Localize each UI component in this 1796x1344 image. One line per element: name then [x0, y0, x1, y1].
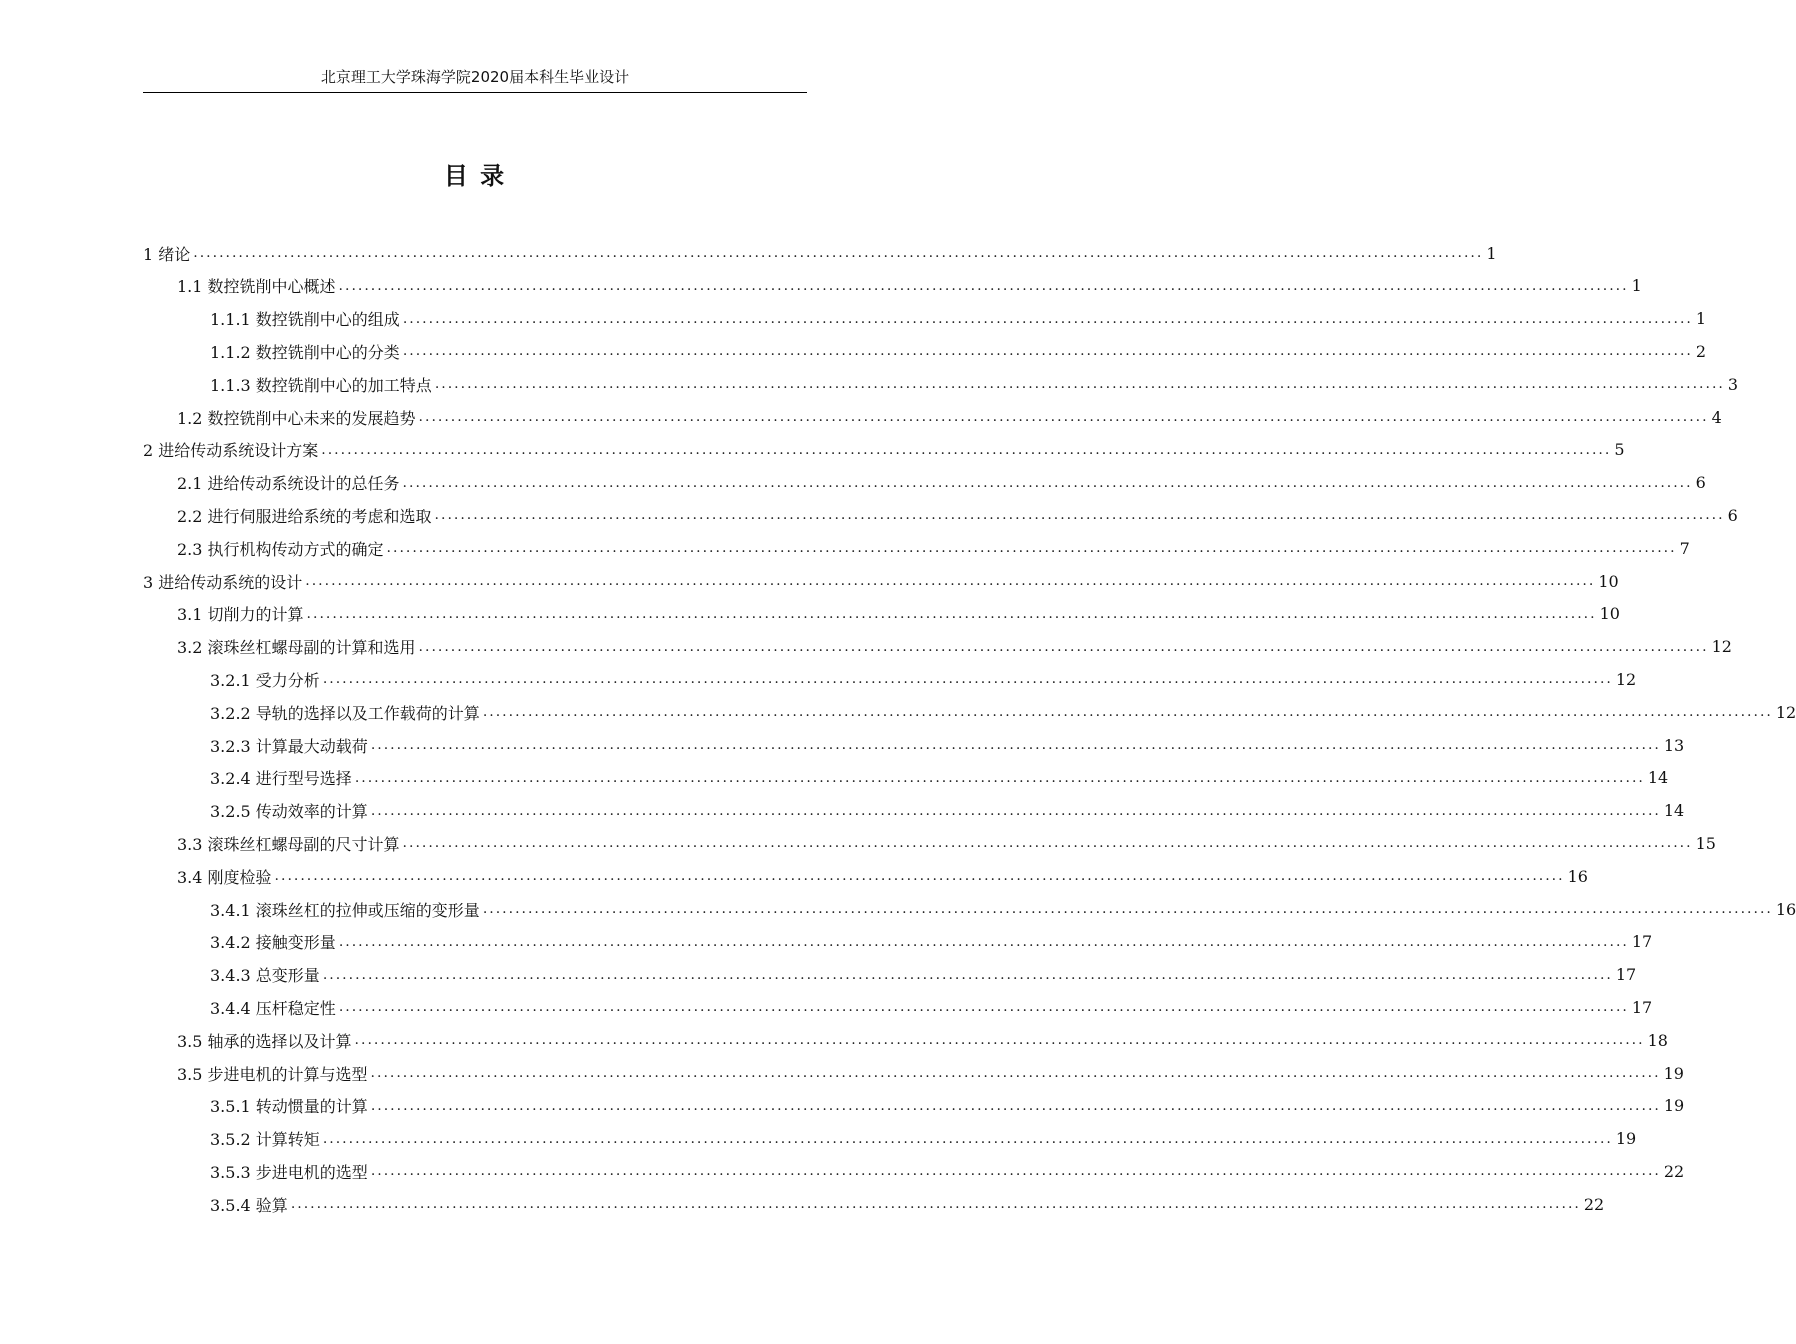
- toc-entry-title: 3.4 刚度检验: [177, 867, 272, 887]
- toc-entry-level-3[interactable]: [210, 335, 1707, 367]
- toc-entry-level-2[interactable]: [177, 401, 1722, 433]
- toc-entry-title: 3.4.3 总变形量: [210, 966, 320, 986]
- toc-leader-dots: ........................................................................................................................................................................................................: [418, 638, 1709, 655]
- toc-entry-level-1[interactable]: [143, 434, 1625, 466]
- toc-entry-page: 19: [1663, 1063, 1684, 1083]
- toc-entry-title: 3.4.2 接触变形量: [210, 933, 336, 953]
- toc-leader-dots: ........................................................................................................................................................................................................: [402, 343, 1693, 360]
- toc-entry-page: 16: [1775, 899, 1796, 919]
- toc-entry-page: 19: [1615, 1129, 1637, 1149]
- toc-entry-title: 1.1.2 数控铣削中心的分类: [210, 342, 400, 362]
- toc-entry-page: 16: [1567, 866, 1588, 886]
- toc-leader-dots: ........................................................................................................................................................................................................: [290, 1196, 1581, 1213]
- toc-entry-level-3[interactable]: [210, 959, 1637, 991]
- toc-leader-dots: ........................................................................................................................................................................................................: [402, 474, 1693, 491]
- toc-entry-page: 5: [1614, 440, 1625, 460]
- toc-entry-title: 3.2.4 进行型号选择: [210, 769, 352, 789]
- toc-entry-title: 3.2.2 导轨的选择以及工作载荷的计算: [210, 703, 480, 723]
- toc-entry-page: 4: [1711, 407, 1722, 427]
- toc-leader-dots: ........................................................................................................................................................................................................: [305, 573, 1596, 589]
- toc-entry-title: 3.5 步进电机的计算与选型: [177, 1064, 368, 1084]
- toc-entry-title: 1.1 数控铣削中心概述: [177, 277, 336, 297]
- toc-entry-title: 1.1.3 数控铣削中心的加工特点: [210, 375, 432, 395]
- toc-entry-level-2[interactable]: [177, 860, 1588, 892]
- toc-entry-title: 3.4.4 压杆稳定性: [210, 998, 336, 1018]
- toc-entry-page: 12: [1775, 702, 1796, 722]
- toc-leader-dots: ........................................................................................................................................................................................................: [354, 769, 1645, 786]
- toc-leader-dots: ........................................................................................................................................................................................................: [434, 507, 1725, 524]
- toc-leader-dots: ........................................................................................................................................................................................................: [482, 704, 1773, 721]
- toc-entry-title: 3.2 滚珠丝杠螺母副的计算和选用: [177, 638, 416, 658]
- toc-entry-page: 22: [1663, 1161, 1685, 1181]
- toc-entry-title: 3.2.5 传动效率的计算: [210, 802, 368, 822]
- toc-entry-level-3[interactable]: [210, 1155, 1685, 1187]
- toc-entry-page: 12: [1711, 637, 1732, 657]
- toc-entry-title: 2.2 进行伺服进给系统的考虑和选取: [177, 506, 432, 526]
- toc-leader-dots: ........................................................................................................................................................................................................: [370, 1163, 1661, 1180]
- toc-entry-title: 1.2 数控铣削中心未来的发展趋势: [177, 408, 416, 428]
- toc-entry-level-3[interactable]: [210, 663, 1637, 695]
- toc-entry-page: 17: [1631, 932, 1653, 952]
- toc-entry-page: 1: [1486, 243, 1497, 263]
- toc-entry-level-3[interactable]: [210, 1188, 1605, 1220]
- toc-entry-title: 2.1 进给传动系统设计的总任务: [177, 474, 400, 494]
- toc-entry-level-2[interactable]: [177, 499, 1738, 531]
- toc-entry-title: 3 进给传动系统的设计: [143, 572, 303, 592]
- toc-leader-dots: ........................................................................................................................................................................................................: [338, 999, 1629, 1016]
- toc-entry-level-2[interactable]: [177, 598, 1620, 630]
- toc-entry-title: 3.3 滚珠丝杠螺母副的尺寸计算: [177, 834, 400, 854]
- toc-entry-level-3[interactable]: [210, 1123, 1637, 1155]
- toc-entry-page: 17: [1615, 965, 1637, 985]
- toc-entry-level-3[interactable]: [210, 696, 1796, 728]
- toc-leader-dots: ........................................................................................................................................................................................................: [434, 376, 1725, 393]
- toc-entry-level-3[interactable]: [210, 762, 1669, 794]
- toc-entry-page: 7: [1679, 538, 1690, 558]
- toc-entry-level-3[interactable]: [210, 368, 1739, 400]
- toc-entry-page: 13: [1663, 735, 1685, 755]
- toc-leader-dots: ........................................................................................................................................................................................................: [322, 671, 1613, 688]
- toc-entry-page: 6: [1695, 473, 1706, 493]
- toc-leader-dots: ........................................................................................................................................................................................................: [274, 868, 1565, 885]
- toc-leader-dots: ........................................................................................................................................................................................................: [402, 310, 1693, 327]
- toc-entry-level-3[interactable]: [210, 893, 1796, 925]
- toc-entry-level-3[interactable]: [210, 1090, 1685, 1122]
- toc-entry-title: 3.5 轴承的选择以及计算: [177, 1031, 352, 1051]
- toc-entry-page: 22: [1583, 1194, 1605, 1214]
- toc-leader-dots: ........................................................................................................................................................................................................: [386, 540, 1677, 557]
- toc-entry-title: 3.5.3 步进电机的选型: [210, 1162, 368, 1182]
- toc-entry-page: 3: [1727, 374, 1739, 394]
- toc-leader-dots: ........................................................................................................................................................................................................: [370, 802, 1661, 819]
- toc-entry-title: 3.5.2 计算转矩: [210, 1130, 320, 1150]
- toc-entry-title: 3.1 切削力的计算: [177, 605, 304, 625]
- toc-entry-page: 15: [1695, 833, 1716, 853]
- toc-entry-title: 3.5.4 验算: [210, 1195, 288, 1215]
- toc-entry-level-2[interactable]: [177, 532, 1690, 564]
- toc-leader-dots: ........................................................................................................................................................................................................: [193, 245, 1484, 261]
- toc-leader-dots: ........................................................................................................................................................................................................: [370, 737, 1661, 753]
- toc-entry-level-1[interactable]: [143, 565, 1619, 597]
- toc-entry-page: 12: [1615, 669, 1637, 689]
- toc-entry-page: 18: [1647, 1030, 1668, 1050]
- toc-entry-page: 14: [1647, 768, 1669, 788]
- toc-leader-dots: ........................................................................................................................................................................................................: [322, 1130, 1613, 1147]
- toc-entry-level-1[interactable]: [143, 237, 1497, 269]
- toc-entry-title: 3.4.1 滚珠丝杠的拉伸或压缩的变形量: [210, 900, 480, 920]
- toc-entry-page: 10: [1599, 604, 1620, 624]
- toc-leader-dots: ........................................................................................................................................................................................................: [322, 966, 1613, 983]
- toc-entry-title: 1.1.1 数控铣削中心的组成: [210, 310, 400, 330]
- toc-entry-level-2[interactable]: [177, 631, 1732, 663]
- toc-entry-page: 2: [1695, 341, 1707, 361]
- toc-entry-title: 3.5.1 转动惯量的计算: [210, 1097, 368, 1117]
- toc-entry-level-2[interactable]: [177, 1024, 1668, 1056]
- toc-leader-dots: ........................................................................................................................................................................................................: [338, 277, 1629, 294]
- toc-entry-level-3[interactable]: [210, 303, 1707, 335]
- toc-leader-dots: ........................................................................................................................................................................................................: [370, 1065, 1661, 1081]
- toc-entry-page: 1: [1631, 276, 1642, 296]
- toc-entry-level-2[interactable]: [177, 467, 1706, 499]
- toc-entry-title: 3.2.1 受力分析: [210, 670, 320, 690]
- toc-entry-title: 1 绪论: [143, 244, 191, 264]
- toc-entry-title: 2.3 执行机构传动方式的确定: [177, 539, 384, 559]
- toc-entry-page: 1: [1695, 309, 1707, 329]
- toc-entry-page: 17: [1631, 997, 1653, 1017]
- toc-entry-page: 14: [1663, 801, 1685, 821]
- toc-leader-dots: ........................................................................................................................................................................................................: [370, 1097, 1661, 1114]
- toc-entry-level-2[interactable]: [177, 270, 1642, 302]
- toc-entry-title: 3.2.3 计算最大动载荷: [210, 736, 368, 756]
- toc-entry-level-2[interactable]: [177, 827, 1716, 859]
- page-title: 目 录: [443, 162, 507, 190]
- toc-entry-level-2[interactable]: [177, 1057, 1684, 1089]
- toc-leader-dots: ........................................................................................................................................................................................................: [482, 901, 1773, 917]
- toc-entry-page: 6: [1727, 505, 1738, 525]
- toc-leader-dots: ........................................................................................................................................................................................................: [354, 1032, 1645, 1049]
- toc-leader-dots: ........................................................................................................................................................................................................: [321, 441, 1612, 458]
- toc-leader-dots: ........................................................................................................................................................................................................: [338, 933, 1629, 950]
- toc-entry-page: 19: [1663, 1096, 1685, 1116]
- toc-entry-page: 10: [1598, 571, 1619, 591]
- toc-entry-level-3[interactable]: [210, 926, 1653, 958]
- toc-entry-level-3[interactable]: [210, 991, 1653, 1023]
- page-header: 北京理工大学珠海学院2020届本科生毕业设计: [143, 64, 807, 93]
- toc-leader-dots: ........................................................................................................................................................................................................: [418, 409, 1709, 425]
- toc-entry-level-3[interactable]: [210, 729, 1685, 761]
- toc-entry-title: 2 进给传动系统设计方案: [143, 441, 319, 461]
- toc-leader-dots: ........................................................................................................................................................................................................: [306, 605, 1597, 622]
- toc-leader-dots: ........................................................................................................................................................................................................: [402, 835, 1693, 852]
- toc-entry-level-3[interactable]: [210, 795, 1685, 827]
